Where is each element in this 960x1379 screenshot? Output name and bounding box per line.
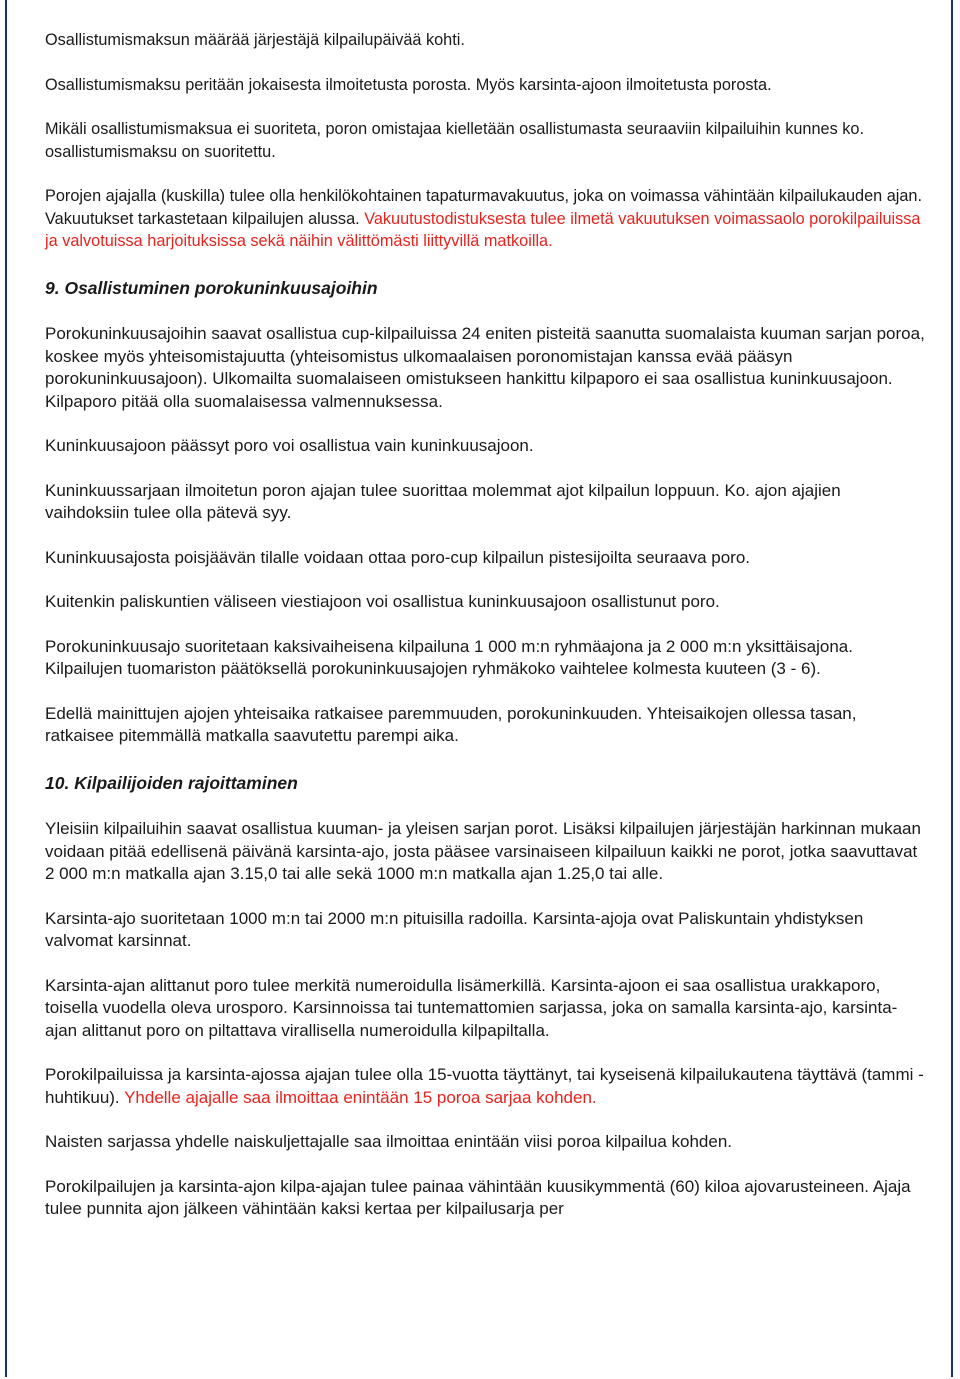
paragraph: Naisten sarjassa yhdelle naiskuljettajalle saa ilmoittaa enintään viisi poroa kilpailua kohden. [45, 1132, 733, 1151]
paragraph: Karsinta-ajo suoritetaan 1000 m:n tai 2000 m:n pituisilla radoilla. Karsinta-ajoja ovat Paliskuntain yhdistyksen valvomat karsinnat. [45, 908, 864, 950]
paragraph: Kuninkuussarjaan ilmoitetun poron ajajan tulee suorittaa molemmat ajot kilpailun loppuun. Ko. ajon ajajien vaihdoksiin tulee olla pätevä syy. [45, 480, 841, 522]
paragraph [45, 1064, 925, 1109]
paragraph: Kuitenkin paliskuntien väliseen viestiajoon voi osallistua kuninkuusajoon osallistunut poro. [45, 592, 720, 611]
paragraph: Mikäli osallistumismaksua ei suoriteta, poron omistajaa kielletään osallistumasta seuraaviin kilpailuihin kunnes ko. osallistumismaksu on suoritettu. [45, 120, 864, 161]
highlighted-text: Vakuutustodistuksesta tulee ilmetä vakuutuksen voimassaolo porokilpailuissa ja valvotuissa harjoituksissa sekä näihin välittömästi liittyvillä matkoilla. [45, 209, 921, 250]
document-body [45, 29, 925, 1221]
paragraph: Porokilpailujen ja karsinta-ajon kilpa-ajajan tulee painaa vähintään kuusikymmentä (60) kiloa ajovarusteineen. Ajaja tulee punnita ajon jälkeen vähintään kaksi kertaa per kilpailusarja per [45, 1176, 911, 1218]
paragraph: Yleisiin kilpailuihin saavat osallistua kuuman- ja yleisen sarjan porot. Lisäksi kilpailujen järjestäjän harkinnan mukaan voidaan pitää edellisenä päivänä karsinta-ajo, josta pääsee varsinaiseen kilpailuun kaikki ne porot, jotka saavuttavat 2 000 m:n matkalla ajan 3.15,0 tai alle sekä 1000 m:n matkalla ajan 1.25,0 tai alle. [45, 819, 921, 883]
paragraph: Edellä mainittujen ajojen yhteisaika ratkaisee paremmuuden, porokuninkuuden. Yhteisaikojen ollessa tasan, ratkaisee pitemmällä matkalla saavutettu parempi aika. [45, 703, 857, 745]
paragraph: Porokuninkuusajoihin saavat osallistua cup-kilpailuissa 24 eniten pisteitä saanutta suomalaista kuuman sarjan poroa, koskee myös yhteisomistajuutta (yhteisomistus ulkomaalaisen poronomistajan kanssa evää pääsyn porokuninkuusajoon). Ulkomailta suomalaiseen omistukseen hankittu kilpaporo ei saa osallistua kuninkuusajoon. Kilpaporo pitää olla suomalaisessa valmennuksessa. [45, 324, 925, 411]
paragraph: Porokuninkuusajo suoritetaan kaksivaiheisena kilpailuna 1 000 m:n ryhmäajona ja 2 000 m:n yksittäisajona. Kilpailujen tuomariston päätöksellä porokuninkuusajojen ryhmäkoko vaihtelee kolmesta kuuteen (3 - 6). [45, 636, 853, 678]
highlighted-text: Yhdelle ajajalle saa ilmoittaa enintään 15 poroa sarjaa kohden. [124, 1087, 597, 1107]
paragraph: Kuninkuusajoon päässyt poro voi osallistua vain kuninkuusajoon. [45, 436, 534, 455]
intro-section [45, 29, 925, 253]
paragraph: Karsinta-ajan alittanut poro tulee merkitä numeroidulla lisämerkillä. Karsinta-ajoon ei saa osallistua urakkaporo, toisella vuodella oleva urosporo. Karsinnoissa tai tuntemattomien sarjassa, joka on samalla karsinta-ajo, karsinta-ajan alittanut poro on piltattava virallisella numeroidulla kilpapiltalla. [45, 975, 898, 1040]
paragraph-text: Porojen ajajalla (kuskilla) tulee olla henkilökohtainen tapaturmavakuutus, joka on voimassa vähintään kilpailukauden ajan. Vakuutukset tarkastetaan kilpailujen alussa. [45, 187, 923, 228]
paragraph: Osallistumismaksun määrää järjestäjä kilpailupäivää kohti. [45, 31, 465, 49]
paragraph-text: Porokilpailuissa ja karsinta-ajossa ajajan tulee olla 15-vuotta täyttänyt, tai kyseisenä kilpailukautena täyttävä (tammi - huhtikuu). [45, 1065, 924, 1107]
document-page [5, 0, 953, 1377]
paragraph: Kuninkuusajosta poisjäävän tilalle voidaan ottaa poro-cup kilpailun pistesijoilta seuraava poro. [45, 547, 750, 567]
paragraph [45, 185, 925, 253]
section-heading: 9. Osallistuminen porokuninkuusajoihin [45, 277, 378, 298]
paragraph: Osallistumismaksu peritään jokaisesta ilmoitetusta porosta. Myös karsinta-ajoon ilmoitetusta porosta. [45, 75, 772, 94]
section-heading: 10. Kilpailijoiden rajoittaminen [45, 772, 298, 793]
